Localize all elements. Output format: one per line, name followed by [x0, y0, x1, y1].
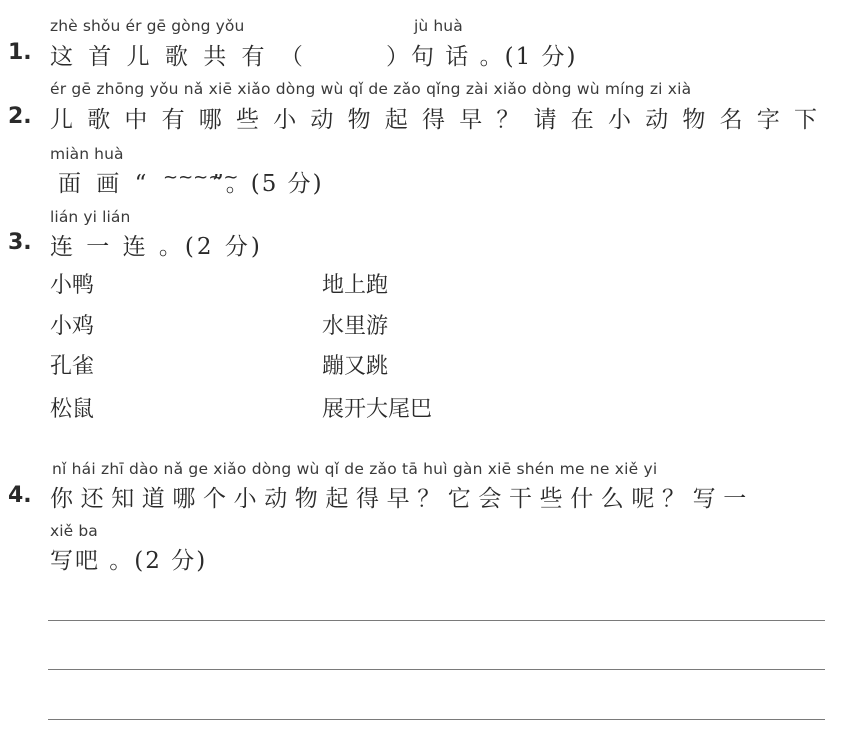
- q4-pinyin-line1: nǐ hái zhī dào nǎ ge xiǎo dòng wù qǐ de zǎo tā huì gàn xiē shén me ne xiě yi: [52, 460, 658, 478]
- wavy-underline-sample: ~~~~~: [163, 167, 239, 188]
- match-right-item[interactable]: 水里游: [322, 314, 389, 339]
- match-left-item[interactable]: 小鸡: [50, 314, 95, 339]
- q2-text-line1: 儿歌中有哪些小动物起得早？请在小动物名字下: [50, 107, 832, 133]
- q4-pinyin-line2: xiě ba: [50, 522, 98, 540]
- q1-answer-blank[interactable]: [316, 38, 386, 64]
- q2-text-line2-a: 面 画 “: [58, 171, 151, 197]
- q3-text: 连 一 连 。(2 分): [50, 234, 263, 260]
- answer-line[interactable]: [48, 719, 825, 720]
- q1-text-b: ）句 话 。(1 分): [386, 44, 578, 70]
- q3-number: 3.: [8, 230, 32, 255]
- q1-pinyin-a: zhè shǒu ér gē gòng yǒu: [50, 17, 245, 35]
- q4-text-line2: 写吧 。(2 分): [50, 548, 208, 574]
- match-left-item[interactable]: 小鸭: [50, 273, 95, 298]
- match-right-item[interactable]: 地上跑: [322, 273, 389, 298]
- answer-line[interactable]: [48, 620, 825, 621]
- q4-number: 4.: [8, 483, 32, 508]
- q1-text-a: 这 首 儿 歌 共 有 （: [50, 44, 307, 70]
- match-right-item[interactable]: 蹦又跳: [322, 354, 389, 379]
- q2-text-line2-b: ”。(5 分): [212, 171, 324, 197]
- answer-line[interactable]: [48, 669, 825, 670]
- match-left-item[interactable]: 孔雀: [50, 354, 95, 379]
- match-left-item[interactable]: 松鼠: [50, 397, 95, 422]
- q1-pinyin-b: jù huà: [414, 17, 463, 35]
- q3-pinyin: lián yi lián: [50, 208, 131, 226]
- q4-text-line1: 你还知道哪个小动物起得早？它会干些什么呢？写一: [50, 486, 754, 512]
- q1-number: 1.: [8, 40, 32, 65]
- q2-pinyin-line1: ér gē zhōng yǒu nǎ xiē xiǎo dòng wù qǐ de zǎo qǐng zài xiǎo dòng wù míng zi xià: [50, 80, 692, 98]
- match-right-item[interactable]: 展开大尾巴: [322, 397, 433, 422]
- q2-pinyin-line2: miàn huà: [50, 145, 124, 163]
- q2-number: 2.: [8, 104, 32, 129]
